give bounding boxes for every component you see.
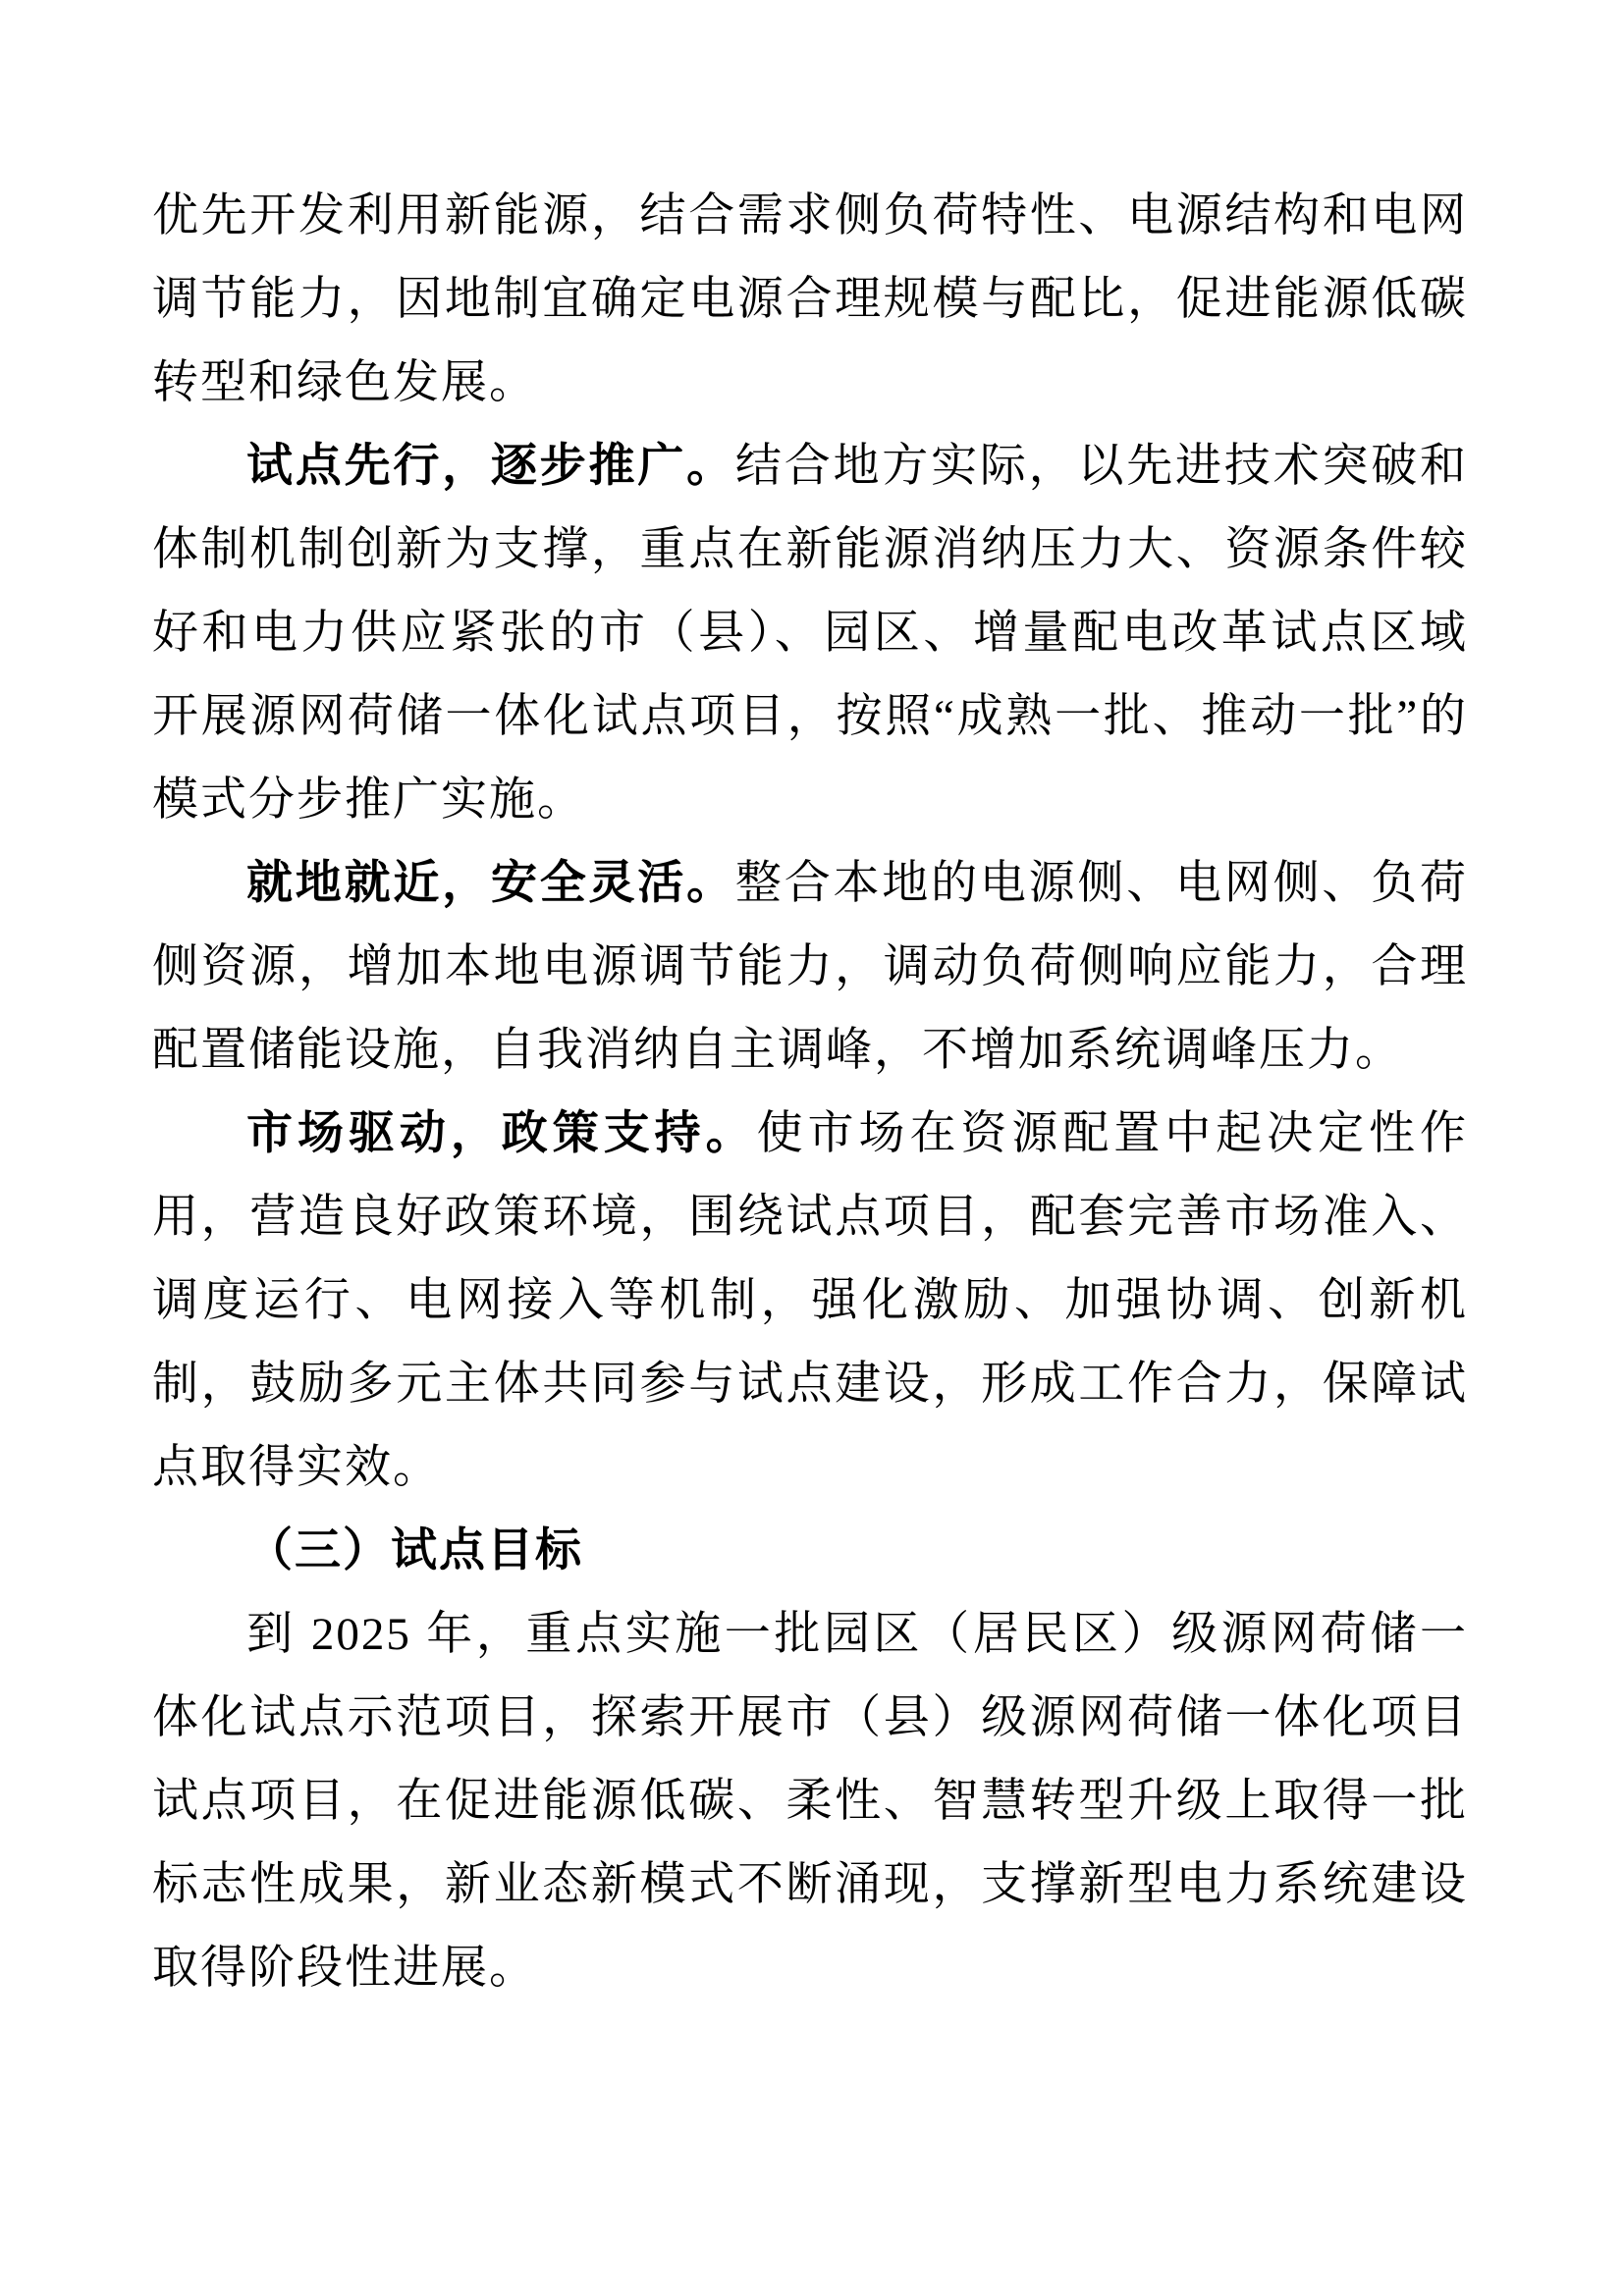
section-heading-pilot-goals	[152, 1510, 1468, 1593]
paragraph-lead: 就地就近，安全灵活。	[246, 858, 735, 909]
paragraph-text: 优先开发利用新能源，结合需求侧负荷特性、电源结构和电网调节能力，因地制宜确定电源合理规模与配比，促进能源低碳转型和绿色发展。	[152, 190, 1468, 408]
paragraph-text: 整合本地的电源侧、电网侧、负荷侧资源，增加本地电源调节能力，调动负荷侧响应能力，合理配置储能设施，自我消纳自主调峰，不增加系统调峰压力。	[152, 858, 1469, 1076]
paragraph-continuation	[152, 175, 1468, 425]
paragraph-text: 结合地方实际，以先进技术突破和体制机制创新为支撑，重点在新能源消纳压力大、资源条件较好和电力供应紧张的市（县）、园区、增量配电改革试点区域开展源网荷储一体化试点项目，按照“成熟一批、推动一批”的模式分步推广实施。	[152, 441, 1469, 826]
paragraph-text: 到 2025 年，重点实施一批园区（居民区）级源网荷储一体化试点示范项目，探索开展市（县）级源网荷储一体化项目试点项目，在促进能源低碳、柔性、智慧转型升级上取得一批标志性成果，新业态新模式不断涌现，支撑新型电力系统建设取得阶段性进展。	[152, 1609, 1468, 1994]
paragraph-pilot-first	[152, 425, 1468, 842]
paragraph-local-safe	[152, 842, 1468, 1093]
section-heading-text: （三）试点目标	[246, 1525, 583, 1576]
paragraph-lead: 试点先行，逐步推广。	[246, 441, 735, 492]
paragraph-goals-2025	[152, 1593, 1468, 2010]
paragraph-text: 使市场在资源配置中起决定性作用，营造良好政策环境，围绕试点项目，配套完善市场准入、调度运行、电网接入等机制，强化激励、加强协调、创新机制，鼓励多元主体共同参与试点建设，形成工作合力，保障试点取得实效。	[152, 1108, 1469, 1493]
paragraph-market-driven	[152, 1093, 1468, 1510]
paragraph-lead: 市场驱动，政策支持。	[246, 1108, 757, 1159]
document-body	[152, 175, 1468, 2010]
